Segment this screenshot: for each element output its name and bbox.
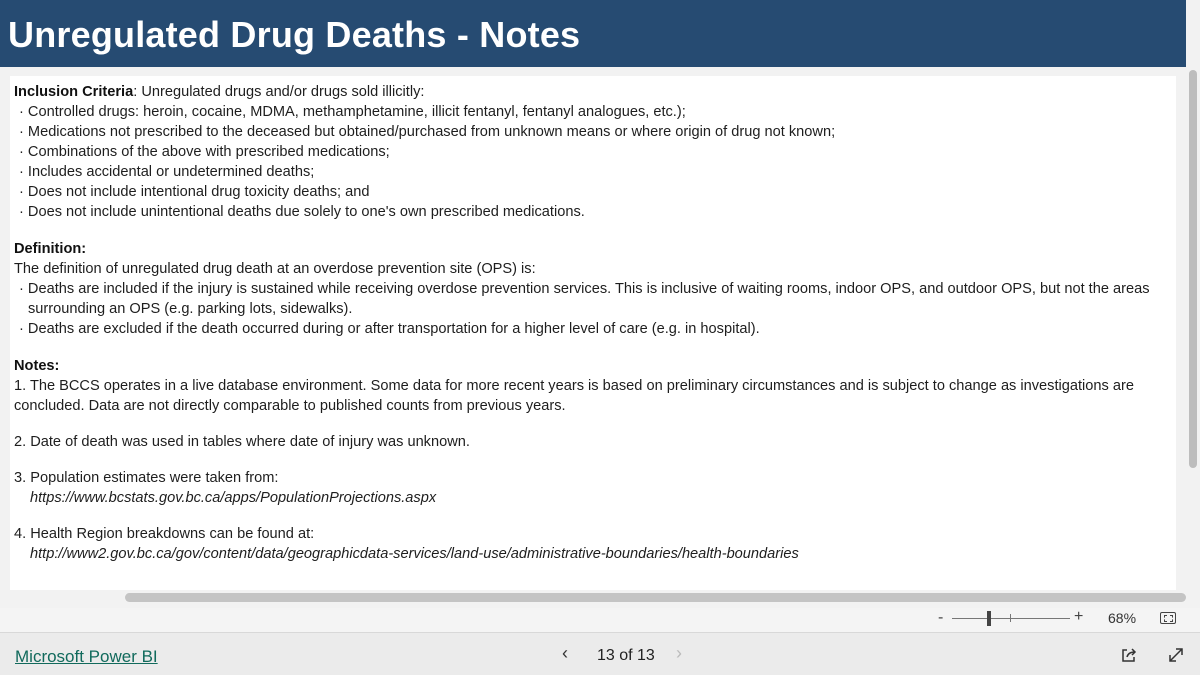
inclusion-heading [14, 82, 1170, 102]
zoom-out-button[interactable]: - [938, 609, 944, 626]
zoom-bar [0, 608, 1200, 632]
fit-to-page-icon[interactable] [1160, 612, 1176, 624]
population-url: https://www.bcstats.gov.bc.ca/apps/PopulationProjections.aspx [30, 490, 437, 506]
definition-label: Definition: [14, 241, 87, 257]
inclusion-label: Inclusion Criteria [14, 84, 134, 100]
zoom-slider-midpoint [1010, 614, 1011, 622]
expand-icon[interactable] [1167, 646, 1185, 664]
notes-label: Notes: [14, 358, 60, 374]
next-page-button: › [676, 643, 682, 663]
footer-bar [0, 632, 1200, 675]
zoom-in-button[interactable]: + [1074, 608, 1084, 625]
note-4: 4. Health Region breakdowns can be found at: [14, 526, 315, 542]
health-boundaries-url: http://www2.gov.bc.ca/gov/content/data/geographicdata-services/land-use/administrative-boundaries/health-boundaries [30, 546, 799, 562]
inclusion-intro: : Unregulated drugs and/or drugs sold illicitly: [133, 84, 425, 100]
list-item: · Deaths are included if the injury is sustained while receiving overdose prevention services. This is inclusive of waiting rooms, indoor OPS, and outdoor OPS, but not the areas surrounding an OPS (e.g. parking lots, sidewalks). [19, 281, 1150, 317]
zoom-slider[interactable] [952, 618, 1070, 619]
page-title: Unregulated Drug Deaths - Notes [8, 14, 581, 55]
list-item: · Deaths are excluded if the death occurred during or after transportation for a higher level of care (e.g. in hospital). [19, 321, 760, 337]
report-header [0, 0, 1186, 67]
list-item: · Does not include unintentional deaths due solely to one's own prescribed medications. [19, 204, 585, 220]
previous-page-button[interactable]: ‹ [562, 643, 568, 663]
note-2: 2. Date of death was used in tables where date of injury was unknown. [14, 434, 470, 450]
notes-textbox [10, 76, 1176, 590]
vertical-scrollbar[interactable] [1186, 0, 1200, 590]
list-item: · Medications not prescribed to the deceased but obtained/purchased from unknown means or where origin of drug not known; [19, 124, 836, 140]
page-indicator: 13 of 13 [597, 647, 655, 664]
definition-intro: The definition of unregulated drug death at an overdose prevention site (OPS) is: [14, 261, 536, 277]
zoom-level: 68% [1108, 610, 1137, 626]
list-item: · Combinations of the above with prescribed medications; [19, 144, 390, 160]
share-icon[interactable] [1120, 646, 1138, 664]
vertical-scrollbar-thumb[interactable] [1189, 70, 1197, 468]
zoom-slider-thumb[interactable] [987, 611, 991, 626]
list-item: · Does not include intentional drug toxicity deaths; and [19, 184, 370, 200]
note-3: 3. Population estimates were taken from: [14, 470, 279, 486]
power-bi-link[interactable]: Microsoft Power BI [15, 647, 158, 666]
list-item: · Controlled drugs: heroin, cocaine, MDMA, methamphetamine, illicit fentanyl, fentanyl analogues, etc.); [19, 104, 686, 120]
horizontal-scrollbar-thumb[interactable] [125, 593, 1186, 602]
list-item: · Includes accidental or undetermined deaths; [19, 164, 315, 180]
note-1: 1. The BCCS operates in a live database environment. Some data for more recent years is based on preliminary circumstances and is subject to change as investigations are concluded. Data are not directly comparable to published counts from previous years. [14, 378, 1134, 414]
